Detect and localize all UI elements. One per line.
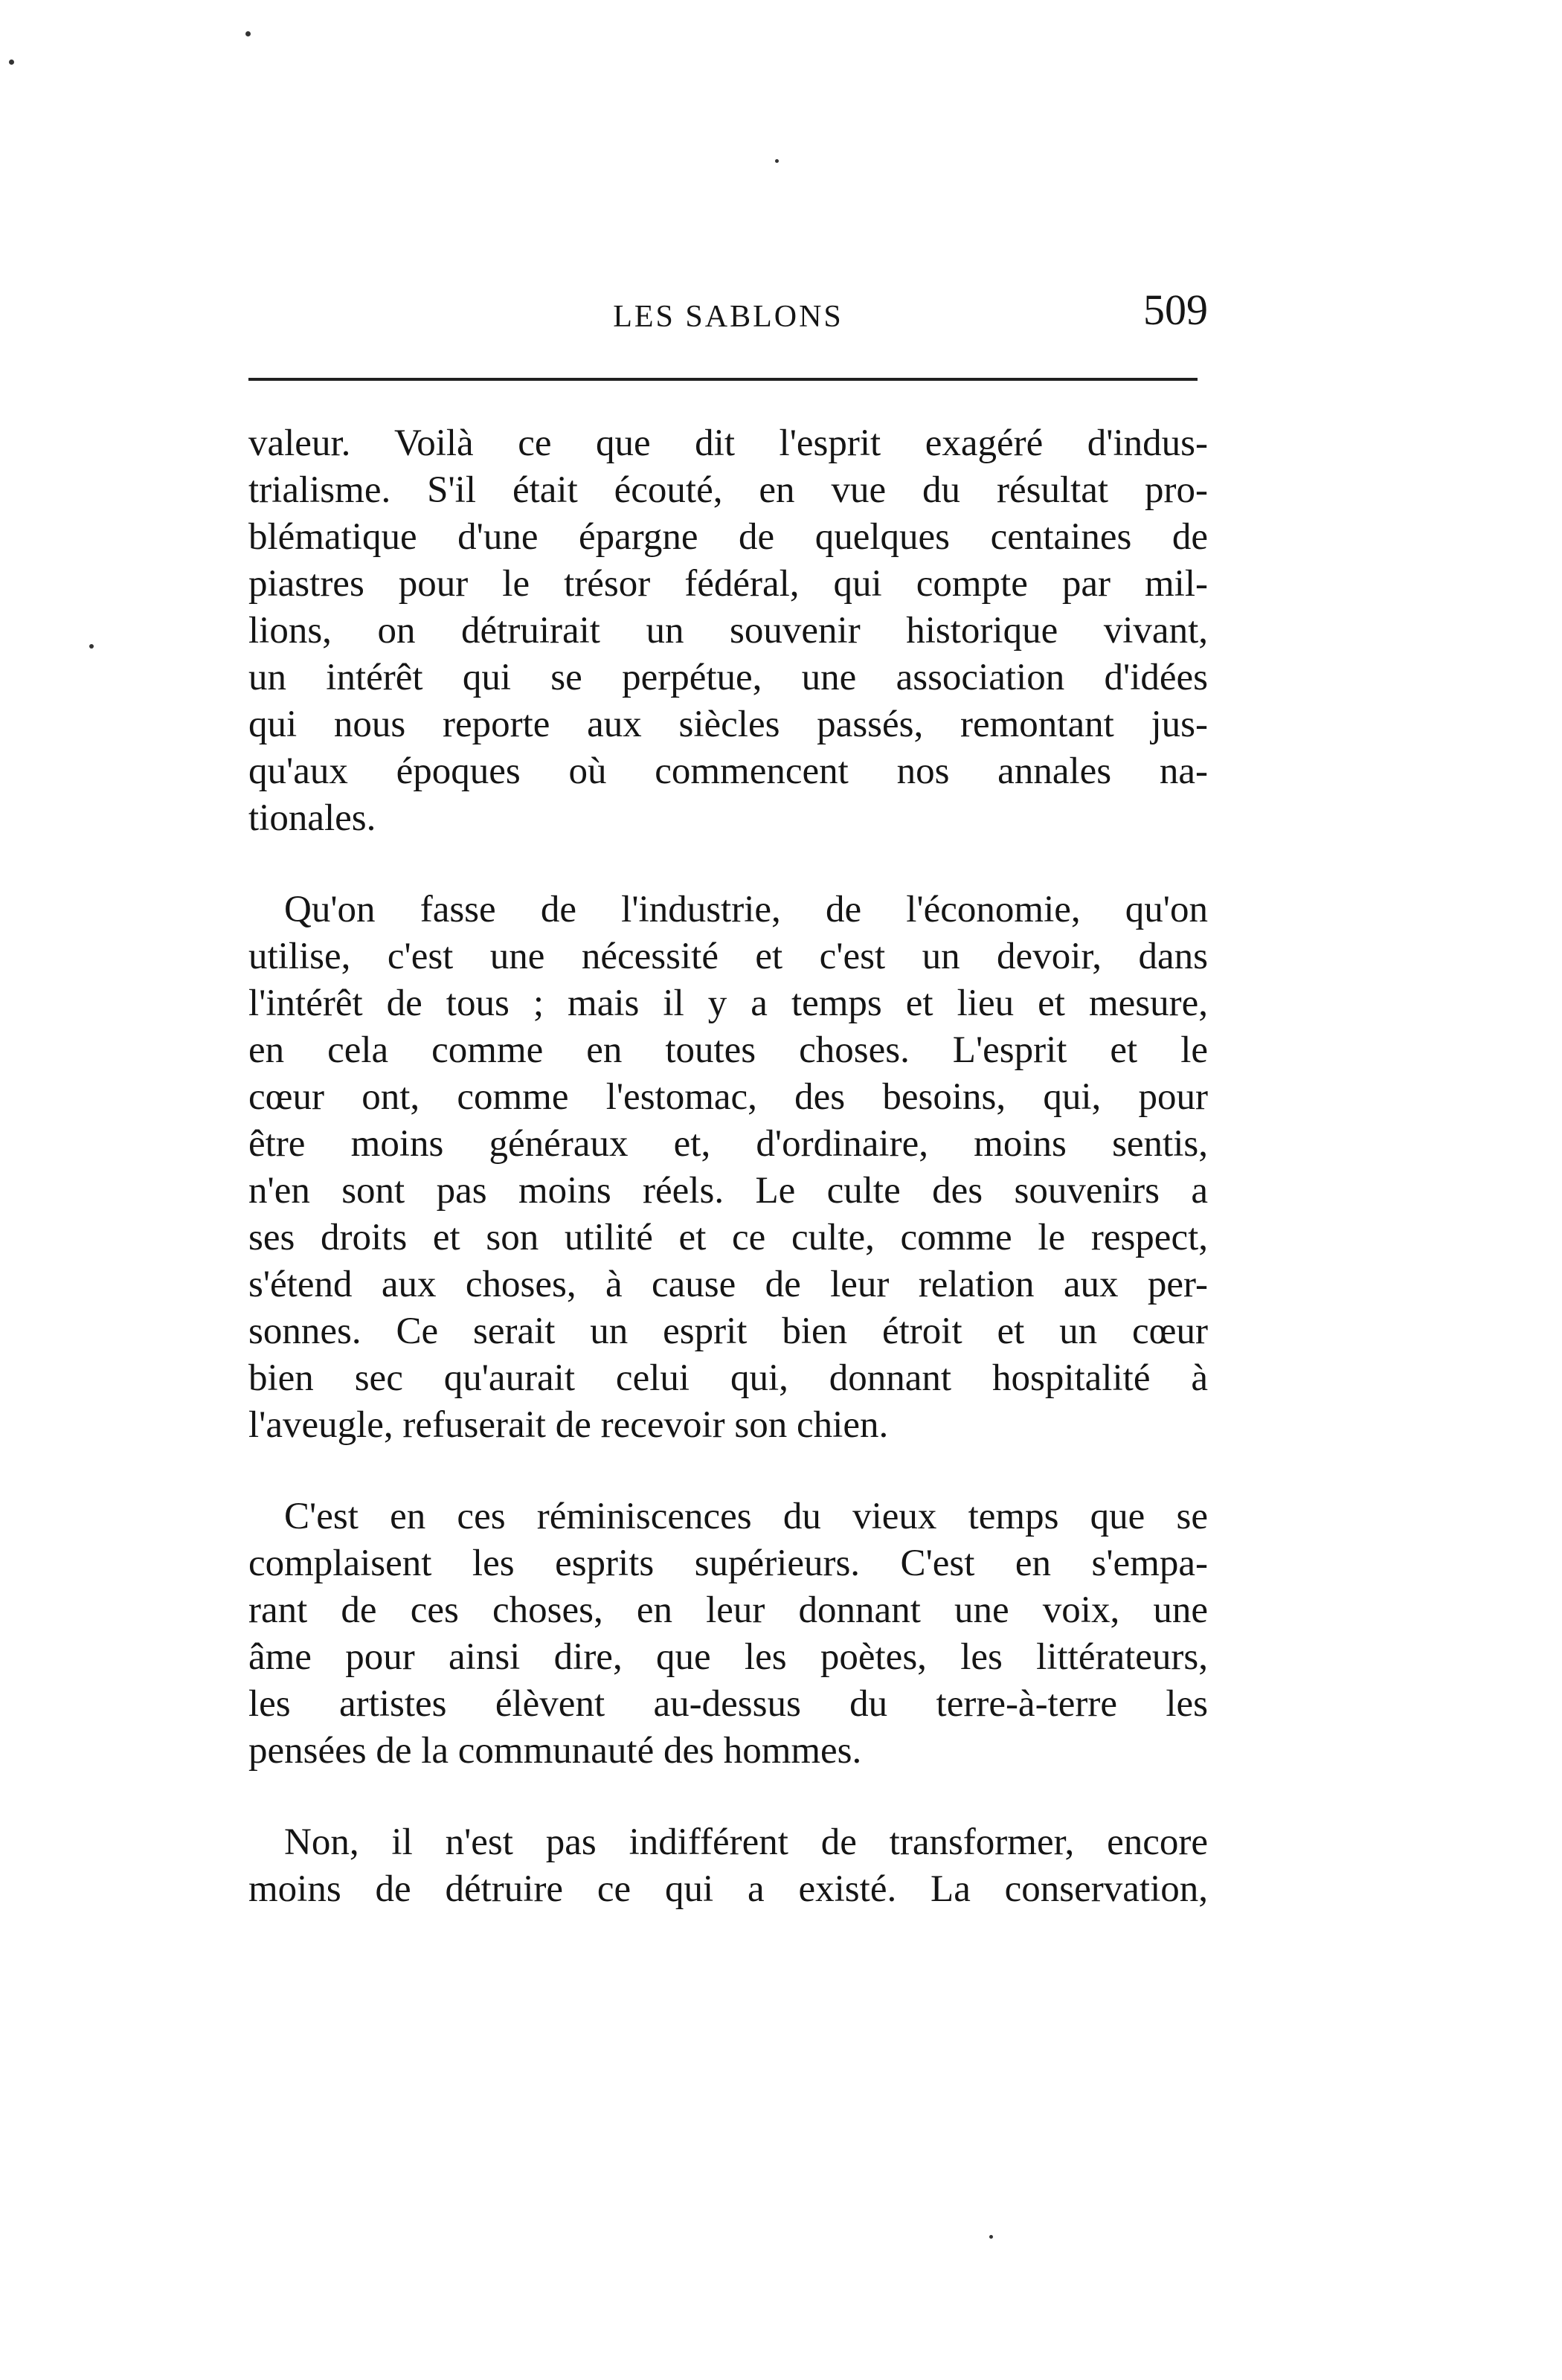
text-line: lions, on détruirait un souvenir historique vivant,: [248, 610, 1208, 652]
text-line: s'étend aux choses, à cause de leur relation aux per-: [248, 1264, 1208, 1305]
text-line: tionales.: [248, 797, 376, 839]
running-title: LES SABLONS: [613, 300, 843, 334]
paragraph: [248, 1819, 1208, 1913]
paragraph-gap: [248, 842, 1208, 887]
text-line: piastres pour le trésor fédéral, qui compte par mil-: [248, 563, 1208, 605]
text-line: en cela comme en toutes choses. L'esprit et le: [248, 1029, 1208, 1071]
text-line: les artistes élèvent au-dessus du terre-à-terre les: [248, 1683, 1208, 1725]
text-line: qui nous reporte aux siècles passés, remontant jus-: [248, 704, 1208, 745]
page-number: 509: [1143, 286, 1208, 334]
paragraph-gap: [248, 1775, 1208, 1819]
paragraph: [248, 887, 1208, 1449]
text-line: Non, il n'est pas indifférent de transformer, encore: [284, 1821, 1208, 1863]
text-line: un intérêt qui se perpétue, une association d'idées: [248, 657, 1208, 698]
paragraph-gap: [248, 1449, 1208, 1493]
text-line: moins de détruire ce qui a existé. La conservation,: [248, 1868, 1208, 1910]
text-line: bien sec qu'aurait celui qui, donnant hospitalité à: [248, 1357, 1208, 1399]
page-header: [248, 286, 1208, 348]
text-line: n'en sont pas moins réels. Le culte des souvenirs a: [248, 1170, 1208, 1212]
header-rule: [248, 378, 1198, 381]
scan-speck: [9, 60, 14, 65]
text-line: Qu'on fasse de l'industrie, de l'économie, qu'on: [284, 889, 1208, 930]
text-line: sonnes. Ce serait un esprit bien étroit et un cœur: [248, 1310, 1208, 1352]
text-line: âme pour ainsi dire, que les poètes, les littérateurs,: [248, 1636, 1208, 1678]
paragraph: [248, 420, 1208, 842]
text-line: trialisme. S'il était écouté, en vue du résultat pro-: [248, 469, 1208, 511]
text-line: être moins généraux et, d'ordinaire, moins sentis,: [248, 1123, 1208, 1165]
body-text: [248, 420, 1208, 1913]
text-line: pensées de la communauté des hommes.: [248, 1730, 862, 1772]
text-line: C'est en ces réminiscences du vieux temps que se: [284, 1496, 1208, 1537]
scan-speck: [989, 2235, 993, 2239]
scan-speck: [245, 31, 251, 36]
text-line: ses droits et son utilité et ce culte, comme le respect,: [248, 1217, 1208, 1258]
text-line: cœur ont, comme l'estomac, des besoins, qui, pour: [248, 1076, 1208, 1118]
scan-speck: [775, 159, 779, 163]
text-line: l'aveugle, refuserait de recevoir son chien.: [248, 1404, 889, 1446]
text-line: utilise, c'est une nécessité et c'est un devoir, dans: [248, 936, 1208, 977]
paragraph: [248, 1493, 1208, 1775]
text-line: valeur. Voilà ce que dit l'esprit exagéré d'indus-: [248, 422, 1208, 464]
text-line: l'intérêt de tous ; mais il y a temps et lieu et mesure,: [248, 982, 1208, 1024]
text-line: qu'aux époques où commencent nos annales na-: [248, 750, 1208, 792]
scan-speck: [89, 644, 94, 649]
text-line: complaisent les esprits supérieurs. C'est en s'empa-: [248, 1543, 1208, 1584]
text-line: blématique d'une épargne de quelques centaines de: [248, 516, 1208, 558]
text-line: rant de ces choses, en leur donnant une voix, une: [248, 1589, 1208, 1631]
